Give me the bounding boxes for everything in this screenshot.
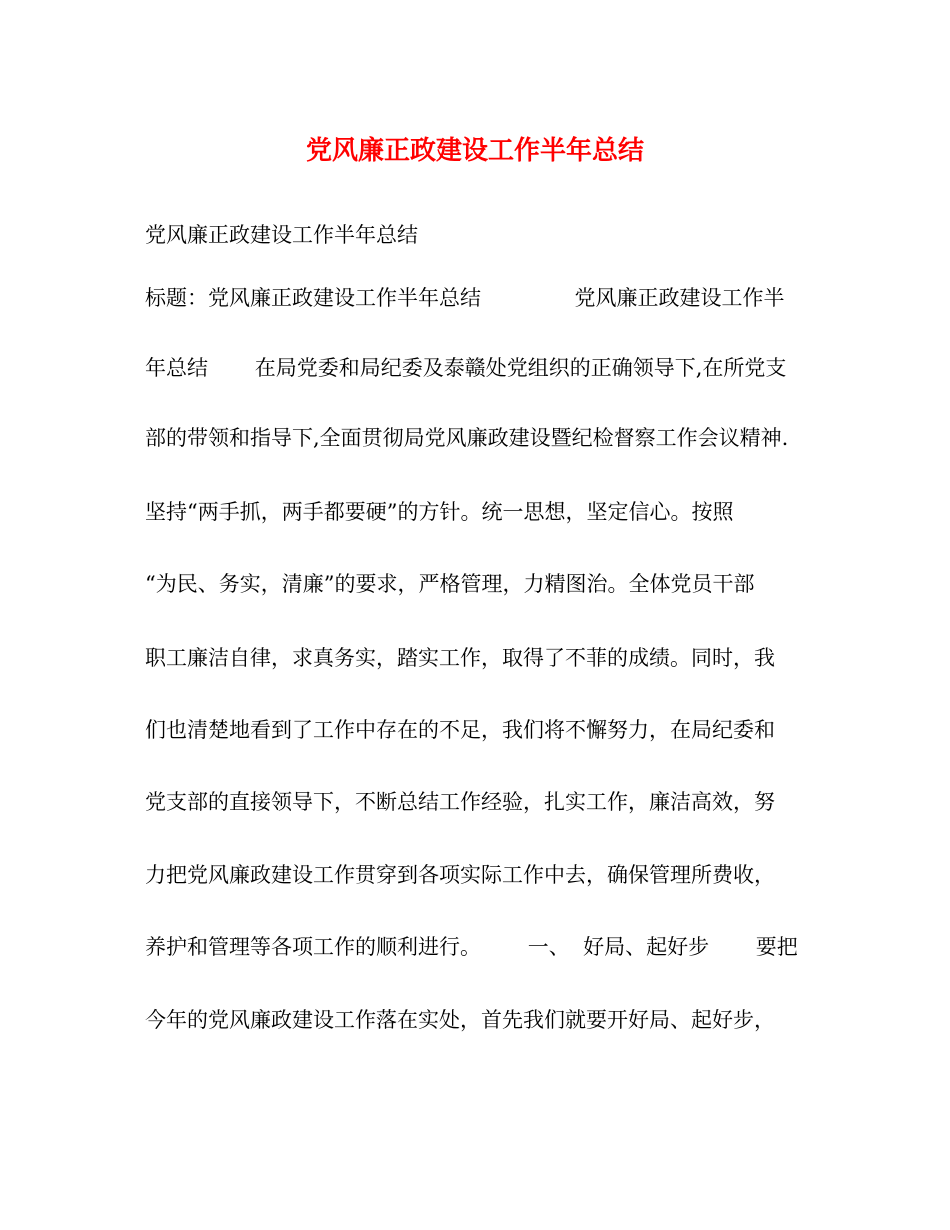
body-line: 部的带领和指导下,全面贯彻局党风廉政建设暨纪检督察工作会议精神. [145, 426, 789, 450]
body-line: 党风廉正政建设工作半年总结 [145, 223, 418, 247]
document-title: 党风廉正政建设工作半年总结 [305, 136, 644, 166]
body-line: 们也清楚地看到了工作中存在的不足，我们将不懈努力，在局纪委和 [145, 718, 775, 742]
body-line: 养护和管理等各项工作的顺利进行。 一、 好局、起好步 要把 [145, 935, 798, 959]
body-line: 力把党风廉政建设工作贯穿到各项实际工作中去，确保管理所费收， [145, 863, 775, 887]
body-line: 年总结 在局党委和局纪委及泰赣处党组织的正确领导下,在所党支 [145, 356, 787, 380]
body-line: 今年的党风廉政建设工作落在实处，首先我们就要开好局、起好步， [145, 1008, 775, 1032]
body-line: “为民、务实，清廉”的要求，严格管理，力精图治。全体党员干部 [145, 572, 755, 596]
body-line: 标题：党风廉正政建设工作半年总结 党风廉正政建设工作半 [145, 286, 785, 310]
body-line: 职工廉洁自律，求真务实，踏实工作，取得了不菲的成绩。同时，我 [145, 646, 775, 670]
body-line: 坚持“两手抓，两手都要硬”的方针。统一思想，坚定信心。按照 [145, 500, 734, 524]
body-line: 党支部的直接领导下，不断总结工作经验，扎实工作，廉洁高效，努 [145, 790, 775, 814]
